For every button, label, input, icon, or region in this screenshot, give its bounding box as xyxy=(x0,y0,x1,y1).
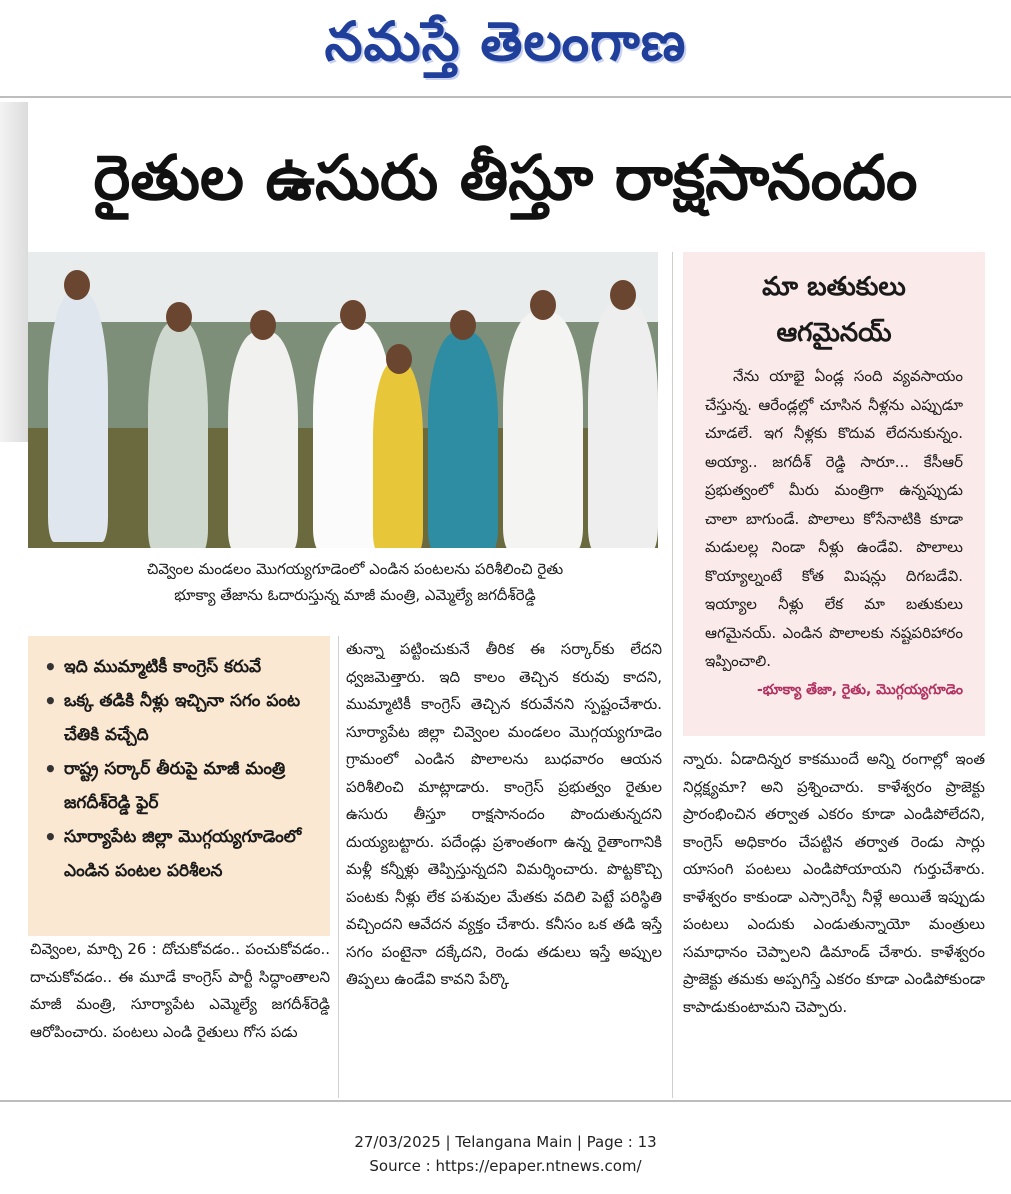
article-column-3: న్నారు. ఏడాదిన్నర కాకముందే అన్ని రంగాల్లో ఇంత నిర్లక్ష్యమా? అని ప్రశ్నించారు. కాళేశ్వరం ప్రాజెక్టు ప్రారంభించిన తర్వాత ఎకరం కూడా ఎండిపోలేదని, కాంగ్రెస్ అధికారం చేపట్టిన తర్వాత రెండు సార్లు యాసంగి పంటలు ఎండిపోయాయని గుర్తుచేశారు. కాళేశ్వరం కాకుండా ఎస్సారెస్పీ నీళ్లే అయితే ఇప్పుడు పంటలు ఎందుకు ఎండుతున్నాయో మంత్రులు సమాధానం చెప్పాలని డిమాండ్ చేశారు. కాళేశ్వరం ప్రాజెక్టు తమకు అప్పగిస్తే ఎకరం కూడా ఎండిపోకుండా కాపాడుకుంటామని చెప్పారు. xyxy=(683,750,985,1016)
quote-title-line: మా బతుకులు xyxy=(762,272,906,302)
photo-person xyxy=(48,292,108,542)
article-column-1: చివ్వెంల, మార్చి 26 : దోచుకోవడం.. పంచుకోవడం.. దాచుకోవడం.. ఈ మూడే కాంగ్రెస్ పార్టీ సిద్ధాంతాలని మాజీ మంత్రి, సూర్యాపేట ఎమ్మెల్యే జగదీశ్‌రెడ్డి ఆరోపించారు. పంటలు ఎండి రైతులు గోస పడు xyxy=(30,940,330,1041)
highlight-item: • ఒక్క తడికి నీళ్లు ఇచ్చినా సగం పంట చేతికి వచ్చేది xyxy=(44,684,318,752)
caption-line: చివ్వెంల మండలం మొగయ్యగూడెంలో ఎండిన పంటలను పరిశీలించి రైతు xyxy=(146,560,564,578)
footer-source: Source : https://epaper.ntnews.com/ xyxy=(369,1157,642,1175)
photo-person-head xyxy=(64,270,90,300)
column-divider xyxy=(672,252,673,1098)
photo-person xyxy=(148,322,208,548)
highlight-item: • సూర్యాపేట జిల్లా మొగ్గయ్యగూడెంలో ఎండిన పంటల పరిశీలన xyxy=(44,820,318,888)
masthead-logo: నమస్తే తెలంగాణ xyxy=(324,9,687,73)
photo-person-head xyxy=(610,280,636,310)
headline: రైతుల ఉసురు తీస్తూ రాక్షసానందం xyxy=(93,141,918,214)
photo-person xyxy=(588,302,658,548)
photo-person-head xyxy=(530,290,556,320)
quote-box-body: నేను యాభై ఏండ్ల సంది వ్యవసాయం చేస్తున్న. ఆరేండ్లల్లో చూసిన నీళ్లను ఎప్పుడూ చూడలే. ఇగ నీళ్లకు కొదువ లేదనుకున్నం. అయ్యా.. జగదీశ్ రెడ్డి సారూ... కేసీఆర్ ప్రభుత్వంలో మీరు మంత్రిగా ఉన్నప్పుడు చాలా బాగుండే. పొలాలు కోసేనాటికి కూడా మడులల్ల నిండా నీళ్లు ఉండేవి. పొలాలు కొయ్యాల్నంటే కోత మిషన్లు దిగబడేవి. ఇయ్యాల నీళ్లు లేక మా బతుకులు ఆగమైనయ్. ఎండిన పొలాలకు నష్టపరిహారం ఇప్పించాలి. xyxy=(705,367,963,670)
photo-person xyxy=(373,362,423,548)
photo-person-head xyxy=(340,300,366,330)
quote-title-line: ఆగమైనయ్ xyxy=(776,318,892,348)
photo-person-head xyxy=(386,344,412,374)
caption-line: భూక్యా తేజాను ఓదారుస్తున్న మాజీ మంత్రి, ఎమ్మెల్యే జగదీశ్‌రెడ్డి xyxy=(174,586,536,604)
photo-person-head xyxy=(450,310,476,340)
quote-signature: -భూక్యా తేజా, రైతు, మొగ్గయ్యగూడెం xyxy=(757,681,963,698)
column-divider xyxy=(338,636,339,1098)
photo-person xyxy=(503,312,583,548)
quote-box xyxy=(683,252,985,736)
photo-person-head xyxy=(166,302,192,332)
masthead-divider xyxy=(0,96,1011,98)
footer-divider xyxy=(0,1100,1011,1102)
footer-dateline: 27/03/2025 | Telangana Main | Page : 13 xyxy=(354,1133,657,1151)
photo-person xyxy=(228,332,298,548)
photo-caption xyxy=(60,556,650,608)
news-photo xyxy=(28,252,658,548)
highlight-item: • ఇది ముమ్మాటికీ కాంగ్రెస్ కరువే xyxy=(44,650,318,684)
highlights-box xyxy=(28,636,330,936)
article-column-2: తున్నా పట్టించుకునే తీరిక ఈ సర్కార్‌కు లేదని ధ్వజమెత్తారు. ఇది కాలం తెచ్చిన కరువు కాదని, ముమ్మాటికీ కాంగ్రెస్ తెచ్చిన కరువేనని స్పష్టంచేశారు. సూర్యాపేట జిల్లా చివ్వెంల మండలం మొగ్గయ్యగూడెం గ్రామంలో ఎండిన పొలాలను బుధవారం ఆయన పరిశీలించి మాట్లాడారు. కాంగ్రెస్ ప్రభుత్వం రైతుల ఉసురు తీస్తూ రాక్షసానందం పొందుతున్నదని దుయ్యబట్టారు. పదేండ్లు ప్రశాంతంగా ఉన్న రైతాంగానికి మళ్లీ కన్నీళ్లు తెప్పిస్తున్నదని విమర్శించారు. పొట్టకొచ్చి పంటకు నీళ్లు లేక పశువుల మేతకు వదిలి పెట్టే పరిస్థితి వచ్చిందని ఆవేదన వ్యక్తం చేశారు. కనీసం ఒక తడి ఇస్తే సగం పంటైనా దక్కేదని, రెండు తడులు ఇస్తే అప్పుల తిప్పలు ఉండేవి కావని పేర్కొ xyxy=(346,640,662,988)
highlight-item: • రాష్ట్ర సర్కార్ తీరుపై మాజీ మంత్రి జగదీశ్‌రెడ్డి ఫైర్ xyxy=(44,752,318,820)
photo-person xyxy=(428,332,498,548)
quote-box-title xyxy=(683,264,985,356)
highlights-list xyxy=(28,636,330,888)
photo-person-head xyxy=(250,310,276,340)
